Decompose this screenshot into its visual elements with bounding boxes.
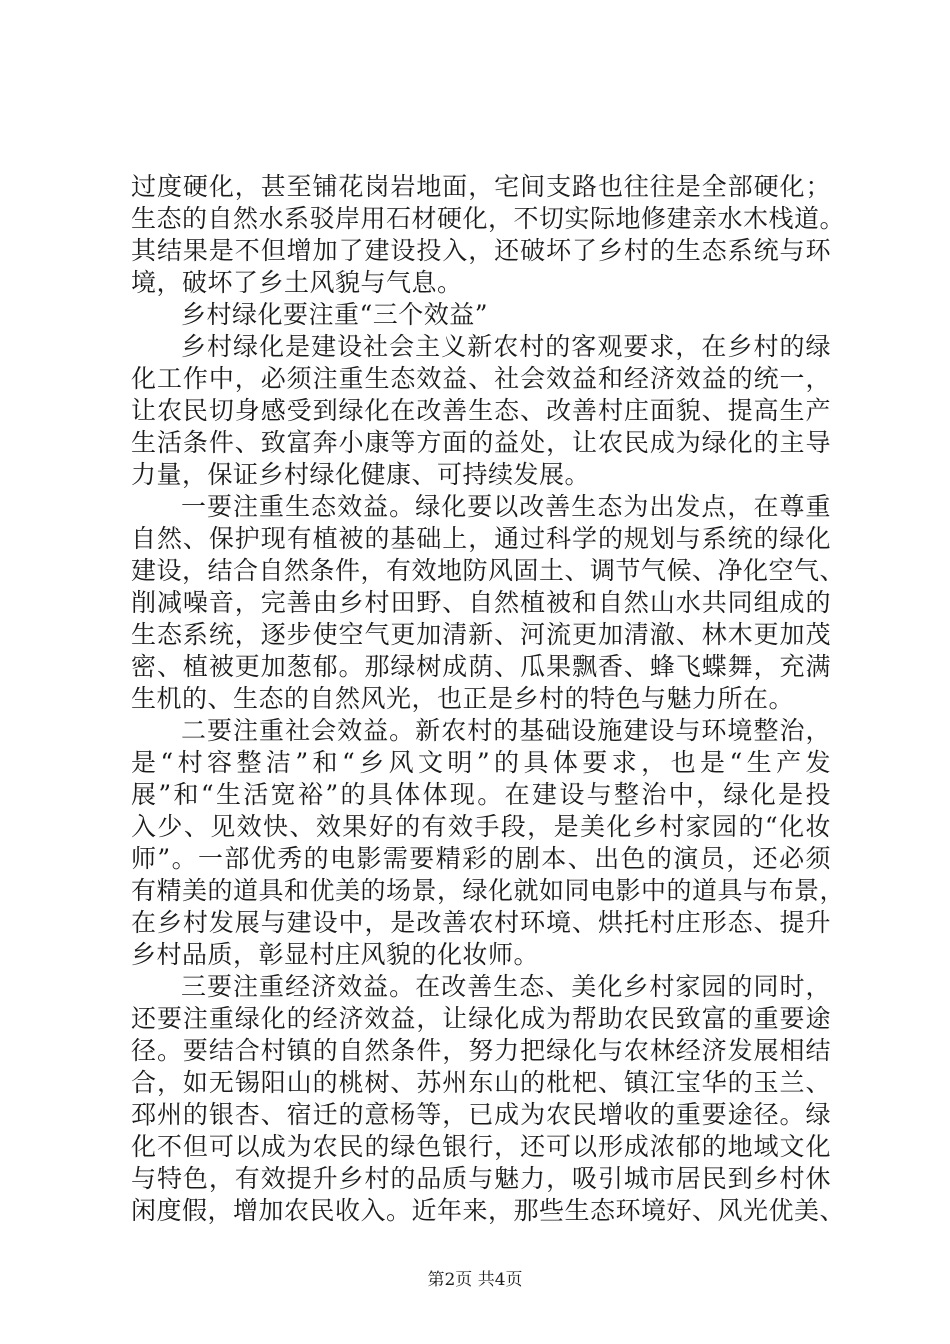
page-footer: [0, 1268, 950, 1292]
text-line-26: 三要注重经济效益。在改善生态、美化乡村家园的同时，: [181, 972, 831, 1001]
text-line-3: 其结果是不但增加了建设投入，还破坏了乡村的生态系统与环: [131, 236, 831, 265]
document-body: [131, 171, 846, 1227]
text-line-22: 师”。一部优秀的电影需要精彩的剧本、出色的演员，还必须: [131, 844, 831, 873]
text-line-2: 生态的自然水系驳岸用石材硬化，不切实际地修建亲水木栈道。: [131, 204, 846, 233]
text-line-4: 境，破坏了乡土风貌与气息。: [131, 268, 463, 297]
text-line-33: 闲度假，增加农民收入。近年来，那些生态环境好、风光优美、: [131, 1196, 846, 1225]
text-line-7: 化工作中，必须注重生态效益、社会效益和经济效益的统一，: [131, 364, 831, 393]
page-number: 第2页 共4页: [427, 1270, 523, 1290]
text-line-11: 一要注重生态效益。绿化要以改善生态为出发点，在尊重: [181, 492, 831, 521]
section-heading: 乡村绿化要注重“三个效益”: [181, 300, 489, 329]
text-line-32: 与特色，有效提升乡村的品质与魅力，吸引城市居民到乡村休: [131, 1164, 831, 1193]
text-line-19: 是“村容整洁”和“乡风文明”的具体要求，也是“生产发: [131, 748, 831, 777]
text-line-14: 削减噪音，完善由乡村田野、自然植被和自然山水共同组成的: [131, 588, 831, 617]
text-line-10: 力量，保证乡村绿化健康、可持续发展。: [131, 460, 591, 489]
text-line-29: 合，如无锡阳山的桃树、苏州东山的枇杷、镇江宝华的玉兰、: [131, 1068, 831, 1097]
text-line-31: 化不但可以成为农民的绿色银行，还可以形成浓郁的地域文化: [131, 1132, 831, 1161]
text-line-17: 生机的、生态的自然风光，也正是乡村的特色与魅力所在。: [131, 684, 795, 713]
text-line-28: 径。要结合村镇的自然条件，努力把绿化与农林经济发展相结: [131, 1036, 831, 1065]
text-line-9: 生活条件、致富奔小康等方面的益处，让农民成为绿化的主导: [131, 428, 831, 457]
text-line-25: 乡村品质，彰显村庄风貌的化妆师。: [131, 940, 540, 969]
text-line-12: 自然、保护现有植被的基础上，通过科学的规划与系统的绿化: [131, 524, 831, 553]
text-line-6: 乡村绿化是建设社会主义新农村的客观要求，在乡村的绿: [181, 332, 831, 361]
text-line-18: 二要注重社会效益。新农村的基础设施建设与环境整治，: [181, 716, 831, 745]
text-line-23: 有精美的道具和优美的场景，绿化就如同电影中的道具与布景，: [131, 876, 846, 905]
text-line-20: 展”和“生活宽裕”的具体体现。在建设与整治中，绿化是投: [131, 780, 831, 809]
text-line-27: 还要注重绿化的经济效益，让绿化成为帮助农民致富的重要途: [131, 1004, 831, 1033]
text-line-30: 邳州的银杏、宿迁的意杨等，已成为农民增收的重要途径。绿: [131, 1100, 831, 1129]
text-line-13: 建设，结合自然条件，有效地防风固土、调节气候、净化空气、: [131, 556, 846, 585]
text-line-15: 生态系统，逐步使空气更加清新、河流更加清澈、林木更加茂: [131, 620, 831, 649]
text-line-24: 在乡村发展与建设中，是改善农村环境、烘托村庄形态、提升: [131, 908, 831, 937]
text-line-8: 让农民切身感受到绿化在改善生态、改善村庄面貌、提高生产: [131, 396, 831, 425]
text-line-1: 过度硬化，甚至铺花岗岩地面，宅间支路也往往是全部硬化；: [131, 172, 831, 201]
text-line-21: 入少、见效快、效果好的有效手段，是美化乡村家园的“化妆: [131, 812, 831, 841]
text-line-16: 密、植被更加葱郁。那绿树成荫、瓜果飘香、蜂飞蝶舞，充满: [131, 652, 831, 681]
